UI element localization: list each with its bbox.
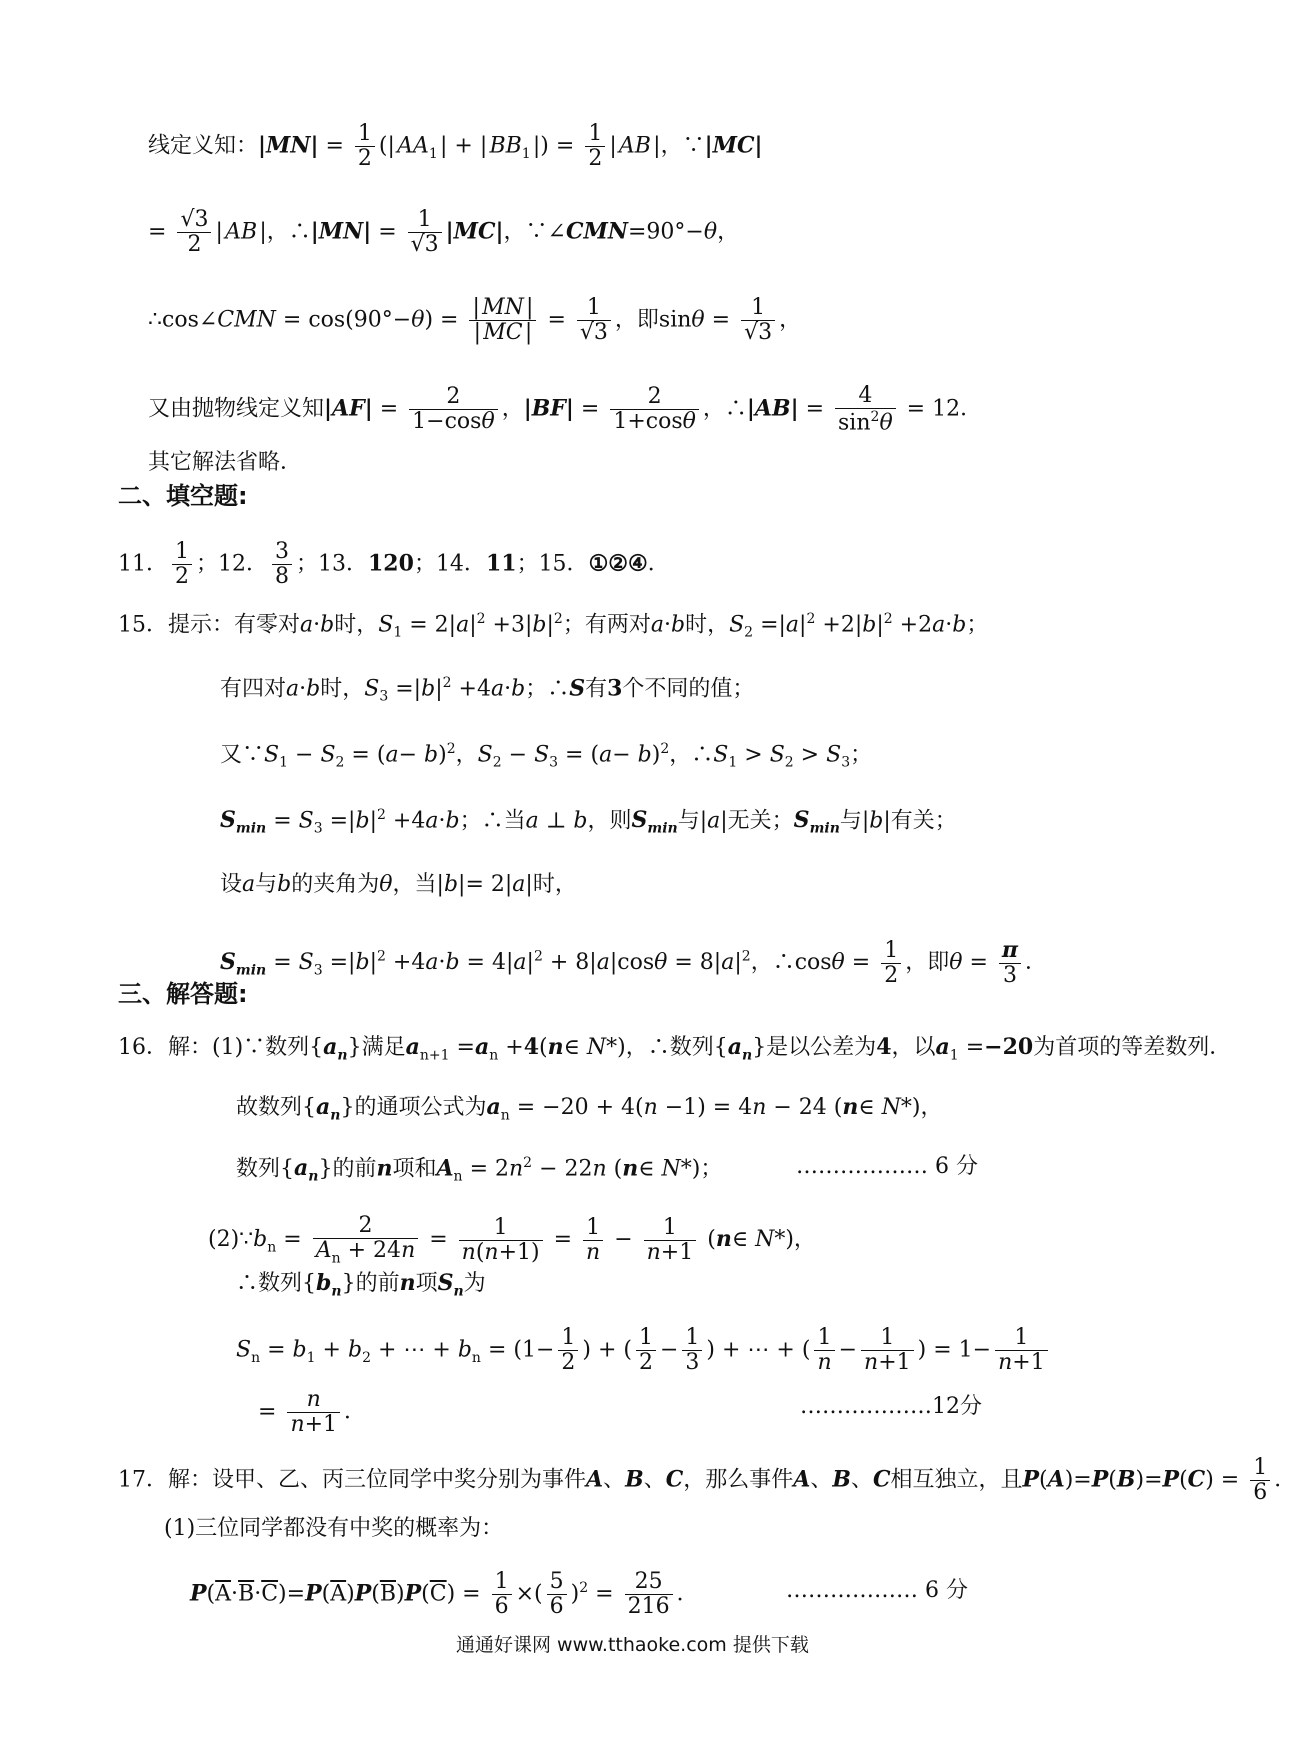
text-line-1: 线定义知：|MN| = $\frac{1}{2}$ (| $AA_1$ | + | $BB_1$ |) = $\frac{1}{2}$ | AB |，∵|MC| <box>148 121 763 171</box>
text-line-answers: 11． $\frac{1}{2}$ ；12． $\frac{3}{8}$ ；13．120；14．11；15．①②④． <box>118 539 670 589</box>
text-line-hint-1: 15．提示：有零对a·b时，$S_1 = 2|a|^2 +3|b|^2$；有两对a·b时，$S_2 =|a|^2 +2|b|^2 +2a\cdot b$； <box>118 611 989 641</box>
section-heading-fill-in: 二、填空题: <box>118 482 248 510</box>
text-line-hint-2: 有四对a·b时，$S_3 =|b|^2 +4a\cdot b$；∴S有3个不同的值； <box>220 675 755 705</box>
text-line-17-2: (1)三位同学都没有中奖的概率为： <box>164 1516 504 1541</box>
text-line-hint-3: 又$\because S_1 - S_2 = (a- b)^2$，$S_2 - S_3 = (a- b)^2$，$\therefore S_1 > S_2 > S_3$； <box>220 741 873 771</box>
text-line-16-1: 16．解：(1)∵数列$\{a_n\}$满足$a_{n+1} =a_n$ +4(n∈ N*)，∴数列$\{a_n\}$是以公差为4，以$a_1 =-20$为首项的等差数列． <box>118 1034 1232 1064</box>
text-line-17-3: $P(\overline{A}\cdot\overline{B}\cdot\overline{C})=P(\overline{A})P(\overline{B})P(\overline{C})$ = $\frac{1}{6}$ ×( $\frac{5}{6}$ )$^2$ = $\frac{25}{216}$ ． <box>190 1569 699 1619</box>
text-line-16-6: $S_n = b_1 + b_2$ + ⋯ + $b_n = (1-$ $\frac{1}{2}$ ) + ( $\frac{1}{2}$ − $\frac{1}{3}$ ) + ⋯ + ( $\frac{1}{n}$ − $\frac{1}{n+1}$ ) = 1− $\frac{1}{n+1}$ <box>236 1326 1052 1375</box>
text-line-hint-5: 设a与b的夹角为θ，当|b|= 2|a|时， <box>220 872 577 897</box>
text-line-16-4: $(2)\because b_n$ = $\frac{2}{A_n + 24n}$ = $\frac{1}{n(n+1)}$ = $\frac{1}{n}$ − $\frac{1}{n+1}$ (n∈ N*)， <box>208 1213 816 1267</box>
page-footer: 通通好课网 www.tthaoke.com 提供下载 <box>456 1634 809 1656</box>
text-line-17-1: 17．解：设甲、乙、丙三位同学中奖分别为事件A、B、C，那么事件A、B、C相互独立，且P(A)=P(B)=P(C) = $\frac{1}{6}$ ． <box>118 1455 1296 1505</box>
score-12: ………………12分 <box>800 1394 982 1419</box>
score-6-a: ……………… 6 分 <box>796 1154 978 1179</box>
section-heading-solutions: 三、解答题: <box>118 980 248 1008</box>
text-line-3: ∴cos∠CMN = cos(90°−θ) = $\frac{| MN |}{| MC |}$ = $\frac{1}{√3}$ ，即sinθ = $\frac{1}{√3}$ ， <box>148 295 802 345</box>
text-line-16-3: 数列$\{a_n\}$的前n项和$A_n = 2n^2 - 22n$ (n∈ N*)； <box>236 1155 723 1185</box>
text-line-5: 其它解法省略． <box>148 450 303 475</box>
text-line-16-5: ∴数列$\{b_n\}$的前n项$S_n$为 <box>236 1270 486 1300</box>
text-line-hint-6: $S_{min} = S_3 =|b|^2 +4a\cdot b = 4|a|^2 + 8|a|\cos\theta = 8|a|^2$，∴cosθ = $\frac{1}{2}$ ，即θ = $\frac{\pi}{3}$ ． <box>220 937 1048 988</box>
score-6-b: ……………… 6 分 <box>786 1578 968 1603</box>
text-line-4: 又由抛物线定义知|AF| = $\frac{2}{1-\cos\theta}$ ，|BF| = $\frac{2}{1+\cos\theta}$ ，∴|AB| = $\frac{4}{\sin^2\theta}$ = 12． <box>148 383 983 436</box>
text-line-2: = $\frac{√3}{2}$ | AB |，∴|MN| = $\frac{1}{√3}$ |MC|，∵∠CMN=90°−θ， <box>148 207 740 257</box>
text-line-16-2: 故数列$\{a_n\}$的通项公式为$a_n = -20 + 4(n -1) = 4n - 24$ (n∈ N*)， <box>236 1094 943 1124</box>
text-line-hint-4: $S_{min} = S_3 =|b|^2 +4a\cdot b$；∴当a ⊥ b，则$S_{min}$与|a|无关；$S_{min}$与|b|有关； <box>220 807 957 837</box>
text-line-16-7: = $\frac{n}{n+1}$ ． <box>258 1387 367 1437</box>
